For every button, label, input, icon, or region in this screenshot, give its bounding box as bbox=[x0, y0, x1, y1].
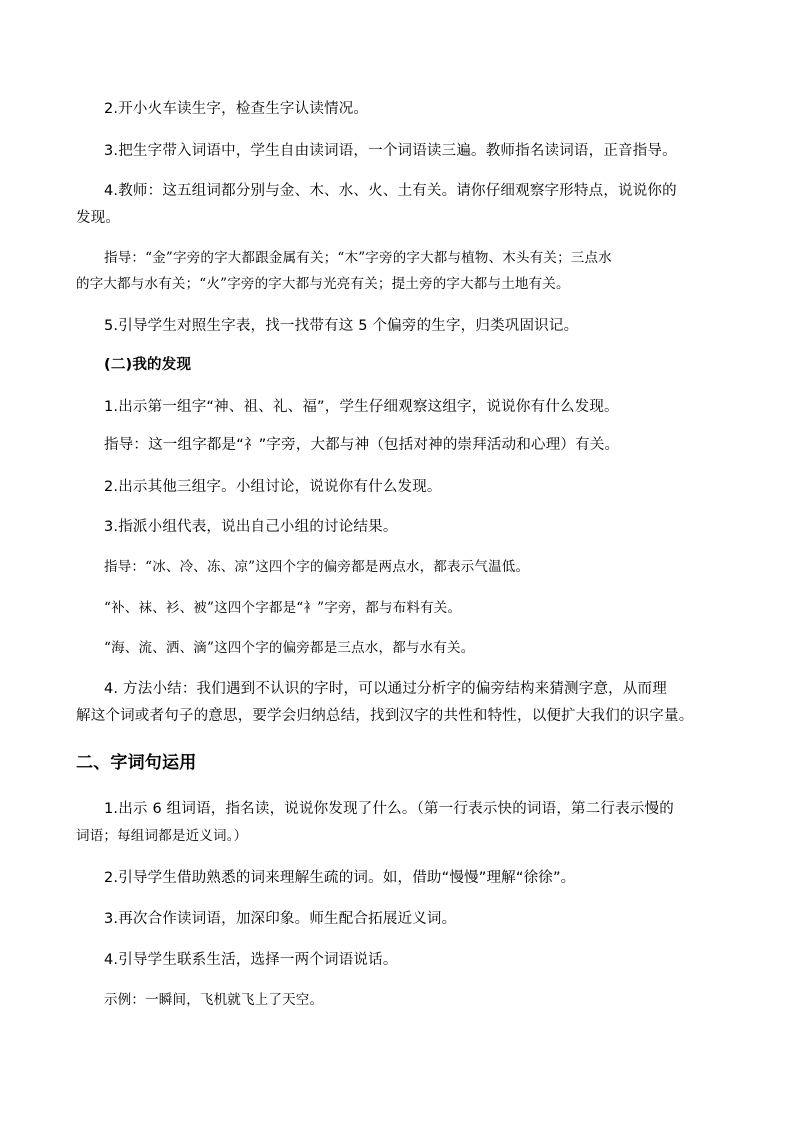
paragraph-line: 3.把生字带入词语中，学生自由读词语，一个词语读三遍。教师指名读词语，正音指导。 bbox=[104, 143, 677, 159]
paragraph-line: 发现。 bbox=[76, 210, 121, 226]
guidance-line: 指导：这一组字都是“礻”字旁，大都与神（包括对神的崇拜活动和心理）有关。 bbox=[104, 437, 620, 453]
paragraph-line: 1.出示 6 组词语，指名读，说说你发现了什么。（第一行表示快的词语，第二行表示慢的 bbox=[104, 801, 674, 817]
guidance-line: 指导：“冰、冷、冻、凉”这四个字的偏旁都是两点水，都表示气温低。 bbox=[104, 559, 530, 575]
paragraph-line: 4.引导学生联系生活，选择一两个词语说话。 bbox=[104, 952, 398, 968]
section-subheading: (二)我的发现 bbox=[104, 357, 192, 373]
paragraph-line: 2.引导学生借助熟悉的词来理解生疏的词。如，借助“慢慢”理解“徐徐”。 bbox=[104, 870, 576, 886]
paragraph-line: 5.引导学生对照生字表，找一找带有这 5 个偏旁的生字，归类巩固识记。 bbox=[104, 318, 579, 334]
paragraph-line: 3.再次合作读词语，加深印象。师生配合拓展近义词。 bbox=[104, 911, 457, 927]
paragraph-line: 4.教师：这五组词都分别与金、木、水、火、土有关。请你仔细观察字形特点，说说你的 bbox=[104, 183, 677, 199]
paragraph-line: 解这个词或者句子的意思，要学会归纳总结，找到汉字的共性和特性，以便扩大我们的识字量。 bbox=[76, 708, 694, 724]
guidance-line: “海、流、洒、滴”这四个字的偏旁都是三点水，都与水有关。 bbox=[104, 640, 475, 656]
guidance-line: 指导：“金”字旁的字大都跟金属有关；“木”字旁的字大都与植物、木头有关；三点水 bbox=[104, 250, 612, 266]
guidance-line: “补、袜、衫、被”这四个字都是“衤”字旁，都与布料有关。 bbox=[104, 600, 462, 616]
paragraph-line: 2.出示其他三组字。小组讨论，说说你有什么发现。 bbox=[104, 479, 442, 495]
paragraph-line: 词语；每组词都是近义词。） bbox=[76, 828, 248, 844]
guidance-line: 的字大都与水有关；“火”字旁的字大都与光亮有关；提土旁的字大都与土地有关。 bbox=[76, 276, 570, 292]
section-heading: 二、字词句运用 bbox=[76, 753, 197, 773]
example-line: 示例：一瞬间，飞机就飞上了天空。 bbox=[104, 992, 324, 1008]
paragraph-line: 1.出示第一组字“神、祖、礼、福”，学生仔细观察这组字，说说你有什么发现。 bbox=[104, 399, 619, 415]
paragraph-line: 4. 方法小结：我们遇到不认识的字时，可以通过分析字的偏旁结构来猜测字意，从而理 bbox=[104, 681, 667, 697]
paragraph-line: 2.开小火车读生字，检查生字认读情况。 bbox=[104, 101, 369, 117]
paragraph-line: 3.指派小组代表，说出自己小组的讨论结果。 bbox=[104, 519, 398, 535]
